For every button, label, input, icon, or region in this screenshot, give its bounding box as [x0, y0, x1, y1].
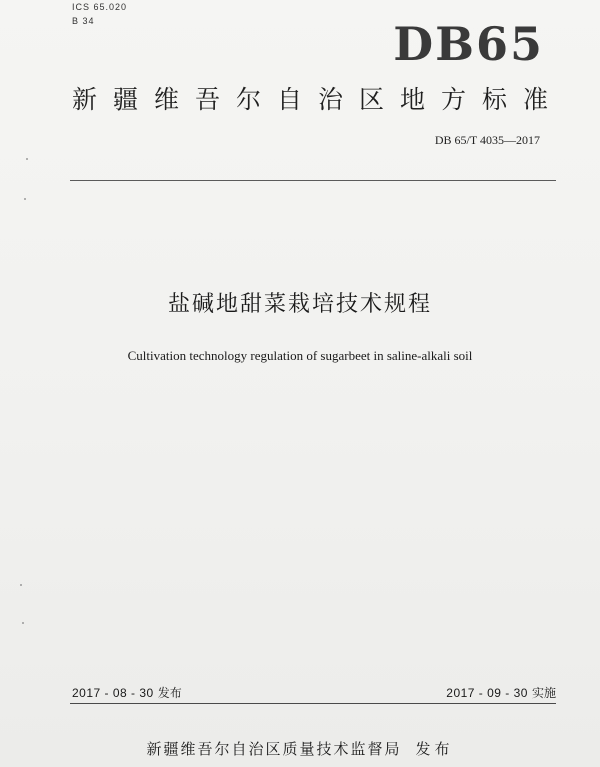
- implement-date: [446, 684, 556, 701]
- scan-speck: [24, 198, 26, 200]
- issuer-org: 新疆维吾尔自治区质量技术监督局: [146, 740, 402, 758]
- issue-date-label: 发布: [157, 686, 182, 700]
- ccs-code: B 34: [72, 16, 95, 26]
- date-row: [72, 684, 556, 701]
- issue-date-value: 2017 - 08 - 30: [72, 686, 154, 700]
- implement-date-label: 实施: [531, 686, 556, 700]
- db65-logo: DB65: [393, 17, 544, 71]
- ics-code: ICS 65.020: [72, 2, 128, 12]
- standard-type-heading: 新疆维吾尔自治区地方标准: [72, 85, 565, 114]
- scan-speck: [20, 584, 22, 586]
- footer-divider: [70, 703, 556, 704]
- issue-date: [72, 684, 182, 701]
- standard-number: DB 65/T 4035—2017: [434, 133, 540, 147]
- implement-date-value: 2017 - 09 - 30: [446, 686, 528, 700]
- scan-speck: [26, 158, 28, 160]
- title-chinese: 盐碱地甜菜栽培技术规程: [167, 292, 432, 317]
- header-divider: [70, 180, 556, 181]
- title-english: Cultivation technology regulation of sugarbeet in saline-alkali soil: [127, 348, 473, 363]
- issuer-verb: 发布: [415, 740, 454, 758]
- scan-speck: [22, 622, 24, 624]
- issuing-authority: [0, 739, 600, 759]
